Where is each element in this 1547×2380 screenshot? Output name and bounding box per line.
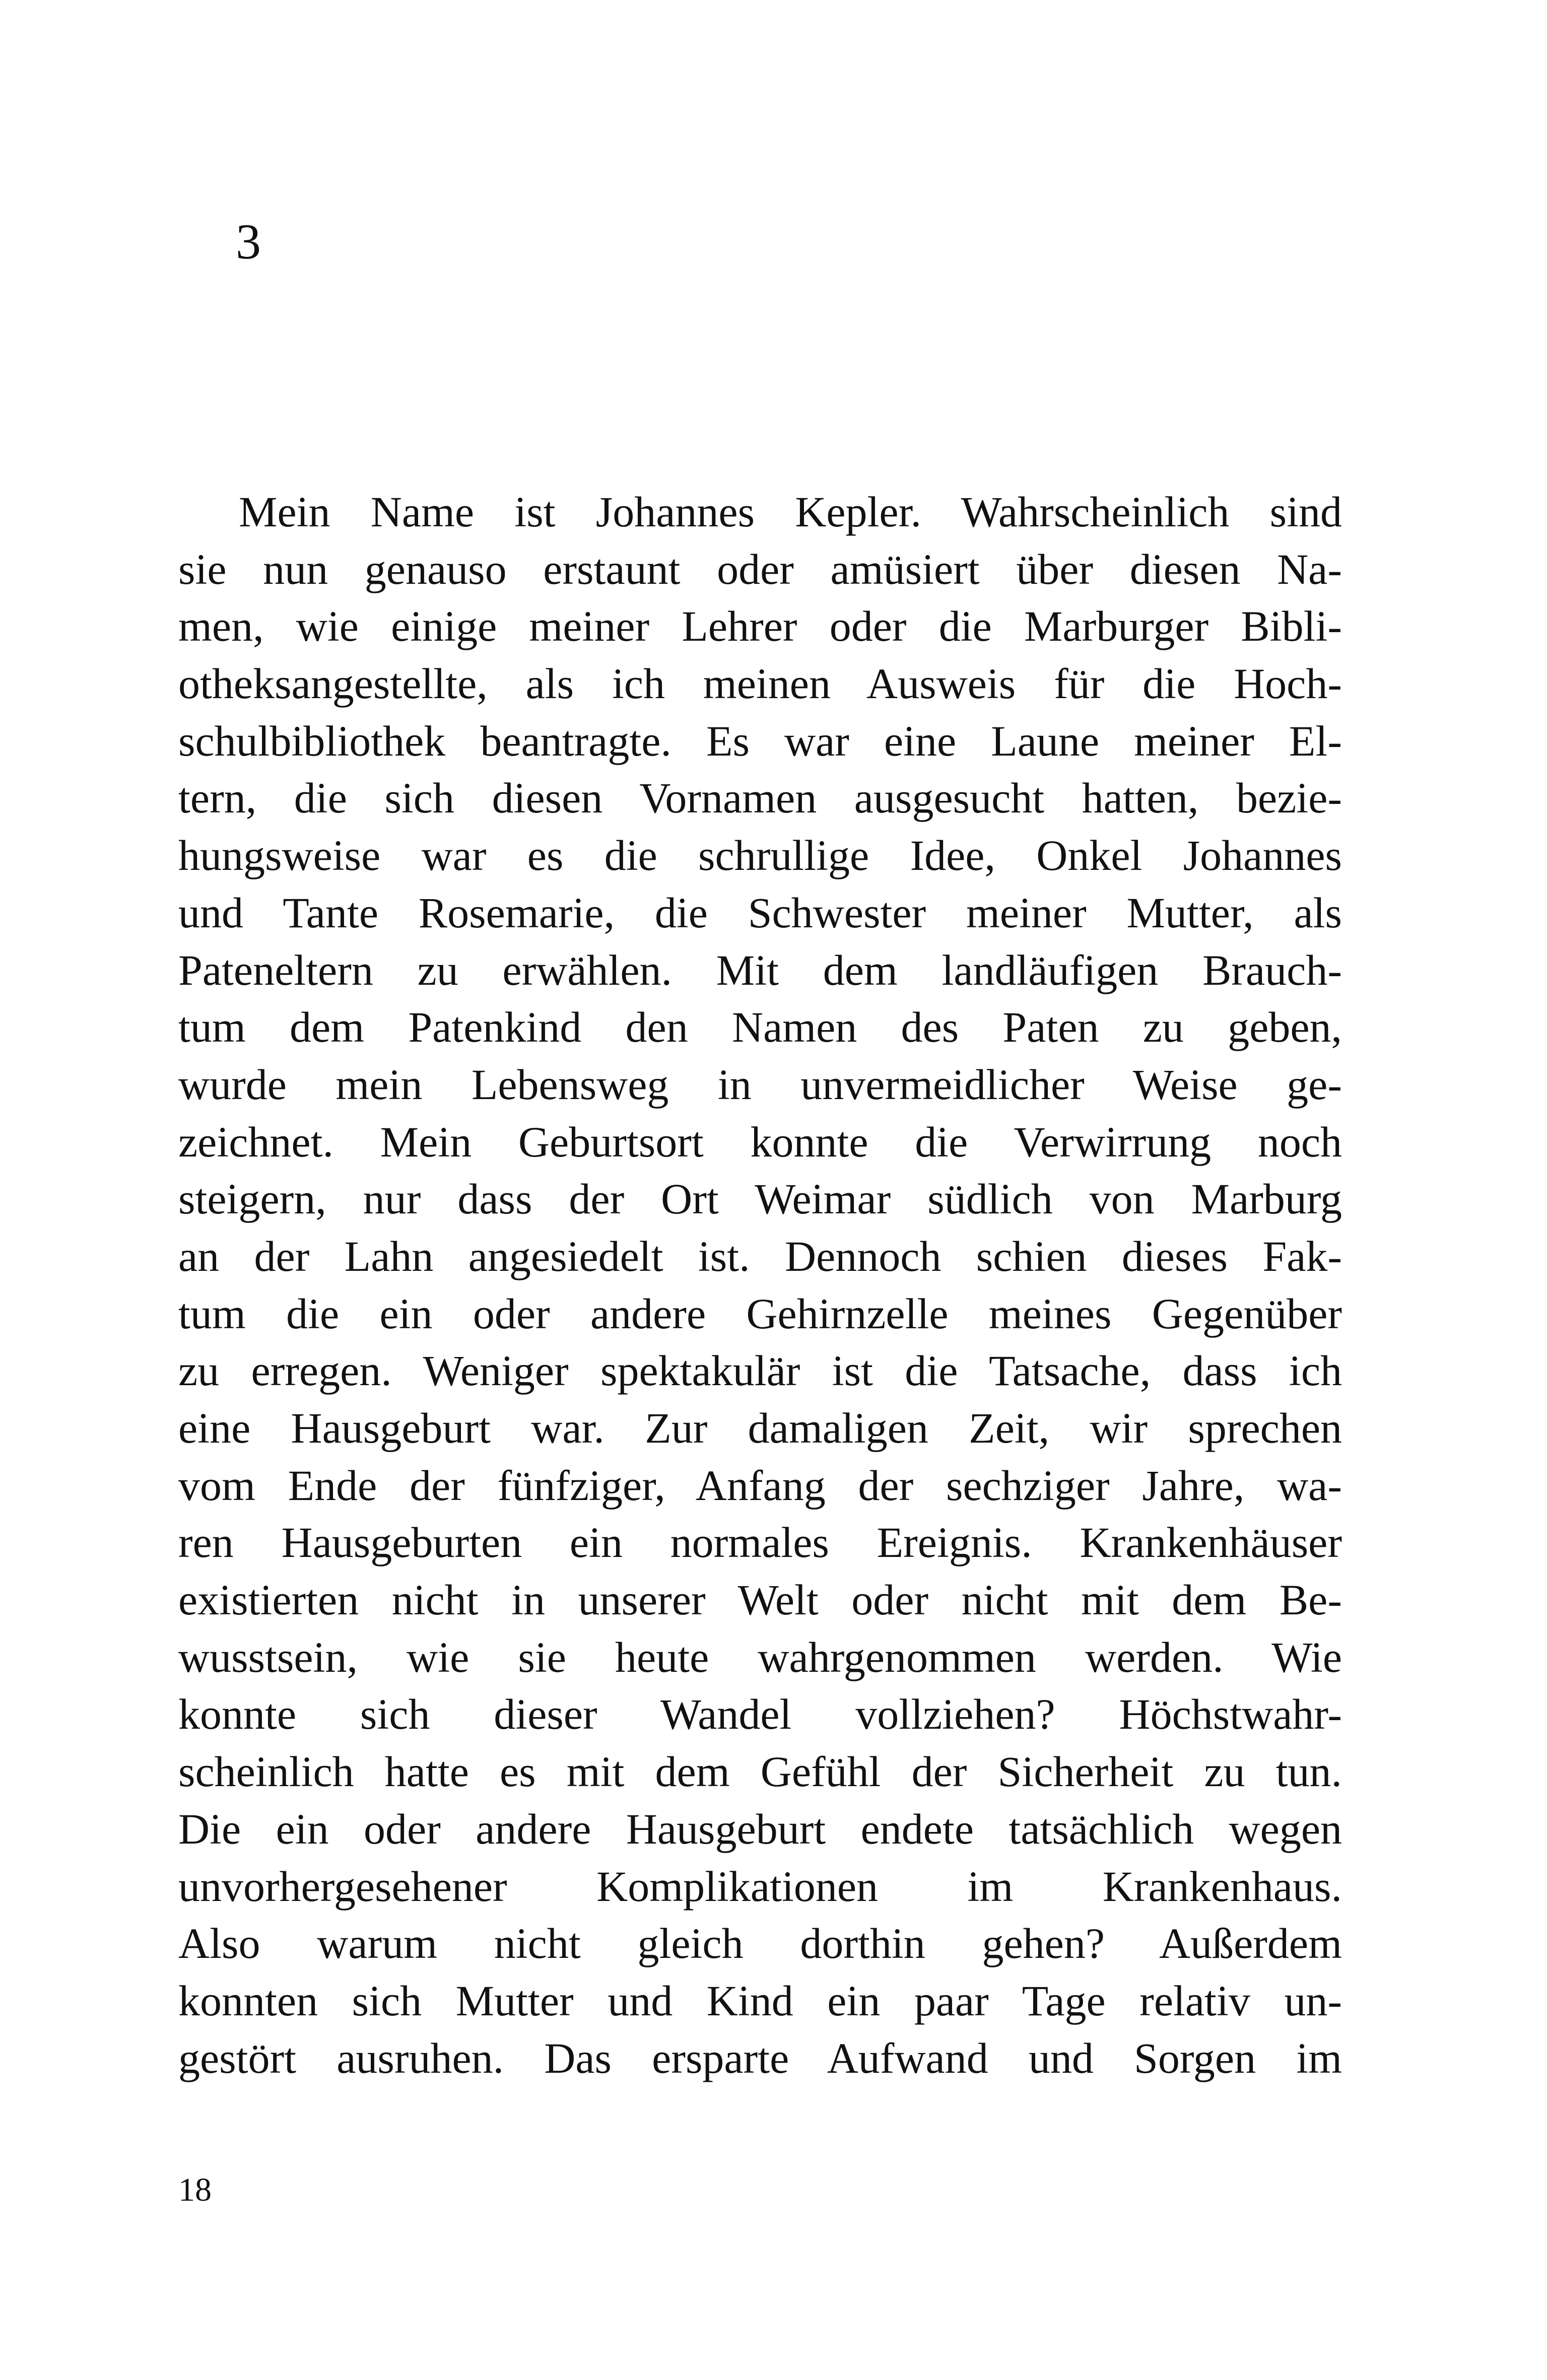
text-line: Die ein oder andere Hausgeburt endete tatsächlich wegen bbox=[178, 1804, 1342, 1853]
text-line: sie nun genauso erstaunt oder amüsiert über diesen Na- bbox=[178, 545, 1342, 593]
text-line: konnten sich Mutter und Kind ein paar Tage relativ un- bbox=[178, 1976, 1342, 2025]
text-line: Also warum nicht gleich dorthin gehen? Außerdem bbox=[178, 1919, 1342, 1968]
text-line: wusstsein, wie sie heute wahrgenommen werden. Wie bbox=[178, 1633, 1342, 1681]
text-line: wurde mein Lebensweg in unvermeidlicher Weise ge- bbox=[178, 1060, 1342, 1109]
text-line: Pateneltern zu erwählen. Mit dem landläufigen Brauch- bbox=[178, 945, 1342, 994]
text-line: tum die ein oder andere Gehirnzelle meines Gegenüber bbox=[178, 1289, 1342, 1338]
text-line: zeichnet. Mein Geburtsort konnte die Verwirrung noch bbox=[178, 1117, 1342, 1166]
text-line: und Tante Rosemarie, die Schwester meiner Mutter, als bbox=[178, 888, 1342, 937]
text-line: Mein Name ist Johannes Kepler. Wahrscheinlich sind bbox=[239, 488, 1342, 536]
text-line: gestört ausruhen. Das ersparte Aufwand und Sorgen im bbox=[178, 2033, 1342, 2082]
chapter-number: 3 bbox=[236, 214, 261, 269]
text-line: unvorhergesehener Komplikationen im Krankenhaus. bbox=[178, 1862, 1342, 1911]
text-line: an der Lahn angesiedelt ist. Dennoch schien dieses Fak- bbox=[178, 1232, 1342, 1280]
text-line: konnte sich dieser Wandel vollziehen? Höchstwahr- bbox=[178, 1690, 1342, 1739]
text-line: hungsweise war es die schrullige Idee, Onkel Johannes bbox=[178, 831, 1342, 880]
text-line: tern, die sich diesen Vornamen ausgesucht hatten, bezie- bbox=[178, 774, 1342, 823]
body-paragraph bbox=[178, 484, 1342, 2087]
text-line: otheksangestellte, als ich meinen Ausweis für die Hoch- bbox=[178, 659, 1342, 708]
text-line: scheinlich hatte es mit dem Gefühl der Sicherheit zu tun. bbox=[178, 1747, 1342, 1796]
text-line: vom Ende der fünfziger, Anfang der sechziger Jahre, wa- bbox=[178, 1461, 1342, 1510]
text-line: zu erregen. Weniger spektakulär ist die Tatsache, dass ich bbox=[178, 1346, 1342, 1395]
page-number: 18 bbox=[178, 2171, 212, 2208]
text-line: tum dem Patenkind den Namen des Paten zu geben, bbox=[178, 1003, 1342, 1052]
text-line: eine Hausgeburt war. Zur damaligen Zeit, wir sprechen bbox=[178, 1404, 1342, 1452]
text-line: existierten nicht in unserer Welt oder nicht mit dem Be- bbox=[178, 1576, 1342, 1624]
text-line: ren Hausgeburten ein normales Ereignis. Krankenhäuser bbox=[178, 1518, 1342, 1567]
text-line: steigern, nur dass der Ort Weimar südlich von Marburg bbox=[178, 1175, 1342, 1223]
text-line: men, wie einige meiner Lehrer oder die Marburger Bibli- bbox=[178, 602, 1342, 651]
text-line: schulbibliothek beantragte. Es war eine Laune meiner El- bbox=[178, 716, 1342, 765]
